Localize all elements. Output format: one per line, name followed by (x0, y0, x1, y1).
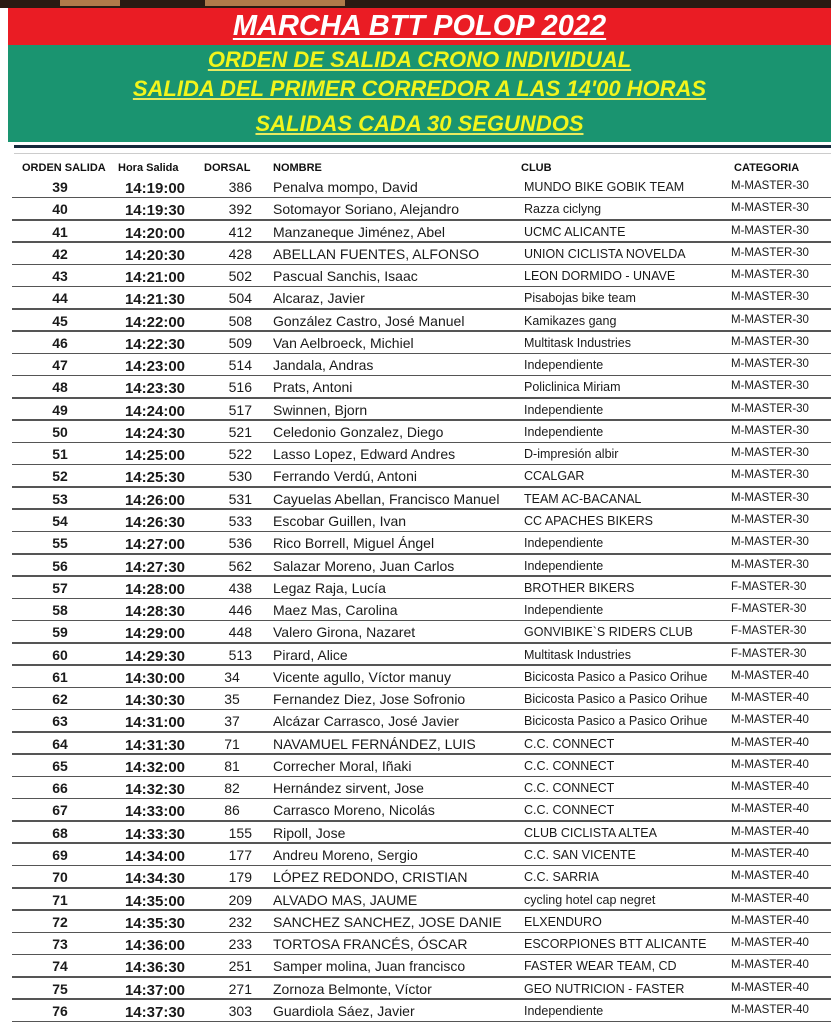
cell-categoria: M-MASTER-30 (731, 335, 809, 348)
cell-club: GEO NUTRICION - FASTER (524, 981, 685, 996)
cell-hora: 14:31:30 (124, 736, 186, 754)
cell-dorsal: 438 (228, 579, 252, 596)
subtitle-line (8, 76, 831, 102)
start-order-table (0, 176, 831, 1022)
cell-hora: 14:29:30 (124, 647, 186, 665)
cell-nombre: Van Aelbroeck, Michiel (273, 334, 414, 351)
cell-orden: 51 (52, 446, 68, 463)
cell-hora: 14:19:00 (124, 180, 186, 197)
table-row (0, 866, 831, 888)
cell-categoria: M-MASTER-40 (731, 870, 809, 883)
cell-dorsal: 386 (228, 179, 252, 195)
cell-orden: 48 (52, 379, 68, 396)
cell-categoria: M-MASTER-30 (731, 491, 809, 504)
column-header-dorsal: DORSAL (204, 162, 251, 174)
cell-hora: 14:25:00 (124, 447, 186, 465)
cell-orden: 42 (52, 245, 68, 262)
cell-dorsal: 530 (228, 468, 252, 485)
cell-categoria: M-MASTER-30 (731, 313, 809, 326)
cell-club: CLUB CICLISTA ALTEA (524, 825, 657, 840)
cell-club: Razza ciclyng (524, 202, 602, 217)
table-row (0, 666, 831, 688)
cell-club: ESCORPIONES BTT ALICANTE (524, 937, 707, 952)
cell-club: CCALGAR (524, 469, 585, 484)
top-photo-strip (0, 0, 831, 8)
cell-orden: 75 (52, 980, 68, 997)
cell-club: Independiente (524, 358, 604, 373)
table-row (0, 198, 831, 220)
cell-orden: 50 (52, 423, 68, 440)
cell-club: Independiente (524, 402, 604, 417)
cell-dorsal: 251 (228, 958, 252, 975)
table-row (0, 488, 831, 510)
cell-hora: 14:24:30 (124, 424, 186, 442)
cell-club: ELXENDURO (524, 914, 602, 929)
cell-categoria: M-MASTER-30 (731, 424, 809, 437)
cell-dorsal: 82 (224, 780, 240, 797)
cell-club: cycling hotel cap negret (524, 892, 656, 907)
cell-nombre: NAVAMUEL FERNÁNDEZ, LUIS (273, 735, 476, 752)
cell-nombre: Pirard, Alice (273, 646, 348, 663)
cell-dorsal: 392 (228, 201, 252, 218)
cell-hora: 14:36:00 (124, 937, 186, 955)
table-row (0, 399, 831, 421)
cell-categoria: M-MASTER-40 (731, 914, 809, 927)
cell-hora: 14:34:30 (124, 870, 186, 888)
cell-nombre: Vicente agullo, Víctor manuy (273, 668, 451, 685)
table-row (0, 822, 831, 844)
cell-hora: 14:32:30 (124, 781, 186, 799)
cell-hora: 14:36:30 (124, 959, 186, 977)
cell-hora: 14:35:30 (124, 914, 186, 932)
cell-dorsal: 502 (228, 268, 252, 285)
cell-categoria: M-MASTER-30 (731, 402, 809, 415)
cell-orden: 47 (52, 357, 68, 374)
cell-dorsal: 177 (228, 846, 252, 863)
cell-nombre: Ferrando Verdú, Antoni (273, 468, 417, 485)
cell-club: Independiente (524, 1003, 604, 1018)
cell-nombre: Manzaneque Jiménez, Abel (273, 223, 445, 240)
cell-categoria: M-MASTER-40 (731, 669, 809, 682)
cell-orden: 43 (52, 268, 68, 285)
cell-club: C.C. CONNECT (524, 758, 615, 773)
cell-hora: 14:23:30 (124, 380, 186, 398)
cell-club: C.C. SAN VICENTE (524, 847, 636, 862)
cell-orden: 54 (52, 512, 68, 529)
cell-categoria: M-MASTER-30 (731, 380, 809, 393)
table-row (0, 1000, 831, 1022)
table-row (0, 978, 831, 1000)
cell-dorsal: 446 (228, 602, 252, 619)
table-row (0, 310, 831, 332)
cell-nombre: Celedonio Gonzalez, Diego (273, 423, 444, 440)
cell-hora: 14:19:30 (124, 202, 186, 220)
cell-club: Policlinica Miriam (524, 380, 621, 395)
cell-categoria: M-MASTER-40 (731, 892, 809, 905)
cell-club: Bicicosta Pasico a Pasico Orihue (524, 692, 708, 707)
cell-nombre: Legaz Raja, Lucía (273, 579, 386, 596)
cell-orden: 45 (52, 312, 68, 329)
cell-orden: 56 (52, 557, 68, 574)
cell-categoria: M-MASTER-40 (731, 825, 809, 838)
title-band (8, 8, 831, 45)
divider (14, 145, 831, 148)
cell-hora: 14:20:30 (124, 246, 186, 264)
cell-dorsal: 37 (224, 713, 240, 730)
cell-nombre: Swinnen, Bjorn (273, 401, 368, 418)
cell-hora: 14:27:30 (124, 558, 186, 576)
cell-club: C.C. CONNECT (524, 781, 615, 796)
cell-categoria: M-MASTER-30 (731, 291, 809, 304)
subtitle-text: SALIDAS CADA 30 SEGUNDOS (255, 111, 584, 136)
cell-dorsal: 508 (228, 312, 252, 329)
cell-hora: 14:23:00 (124, 358, 186, 376)
cell-categoria: M-MASTER-40 (731, 803, 809, 816)
table-row (0, 465, 831, 487)
cell-club: Independiente (524, 536, 604, 551)
cell-orden: 52 (52, 468, 68, 485)
cell-dorsal: 517 (228, 401, 252, 418)
cell-nombre: LÓPEZ REDONDO, CRISTIAN (273, 869, 468, 886)
cell-dorsal: 71 (224, 735, 240, 752)
cell-categoria: M-MASTER-40 (731, 758, 809, 771)
cell-orden: 74 (52, 958, 68, 975)
table-row (0, 933, 831, 955)
cell-club: Bicicosta Pasico a Pasico Orihue (524, 669, 708, 684)
cell-categoria: M-MASTER-40 (731, 981, 809, 994)
cell-dorsal: 232 (228, 913, 252, 930)
cell-orden: 63 (52, 713, 68, 730)
cell-hora: 14:26:30 (124, 513, 186, 531)
cell-hora: 14:33:30 (124, 825, 186, 843)
cell-dorsal: 522 (228, 446, 252, 463)
cell-nombre: Valero Girona, Nazaret (273, 624, 416, 641)
table-row (0, 421, 831, 443)
divider (14, 153, 831, 154)
cell-nombre: Maez Mas, Carolina (273, 602, 398, 619)
cell-categoria: M-MASTER-40 (731, 847, 809, 860)
cell-categoria: M-MASTER-40 (731, 1003, 809, 1016)
cell-categoria: M-MASTER-40 (731, 959, 809, 972)
cell-dorsal: 86 (224, 802, 240, 819)
cell-dorsal: 533 (228, 512, 252, 529)
cell-categoria: M-MASTER-40 (731, 937, 809, 950)
cell-nombre: Penalva mompo, David (273, 179, 418, 195)
cell-hora: 14:35:00 (124, 892, 186, 910)
cell-club: UNION CICLISTA NOVELDA (524, 246, 686, 261)
cell-nombre: Pascual Sanchis, Isaac (273, 268, 418, 285)
cell-nombre: Correcher Moral, Iñaki (273, 757, 412, 774)
cell-nombre: Fernandez Diez, Jose Sofronio (273, 691, 466, 708)
table-row (0, 354, 831, 376)
cell-nombre: Cayuelas Abellan, Francisco Manuel (273, 490, 500, 507)
table-row (0, 532, 831, 554)
column-header-orden: ORDEN SALIDA (22, 162, 106, 174)
cell-categoria: F-MASTER-30 (731, 647, 807, 660)
cell-categoria: M-MASTER-30 (731, 513, 809, 526)
cell-club: Independiente (524, 558, 604, 573)
cell-club: C.C. CONNECT (524, 803, 615, 818)
cell-nombre: ALVADO MAS, JAUME (273, 891, 418, 908)
table-row (0, 644, 831, 666)
cell-nombre: Salazar Moreno, Juan Carlos (273, 557, 455, 574)
page-title-text: MARCHA BTT POLOP 2022 (232, 10, 607, 42)
table-row (0, 376, 831, 398)
cell-club: Multitask Industries (524, 647, 631, 662)
cell-nombre: Rico Borrell, Miguel Ángel (273, 535, 435, 552)
cell-categoria: F-MASTER-30 (731, 625, 807, 638)
cell-hora: 14:28:00 (124, 580, 186, 598)
cell-dorsal: 209 (228, 891, 252, 908)
cell-club: C.C. CONNECT (524, 736, 615, 751)
cell-orden: 73 (52, 936, 68, 953)
subtitle-line (8, 111, 831, 137)
cell-club: BROTHER BIKERS (524, 580, 635, 595)
cell-orden: 72 (52, 913, 68, 930)
table-row (0, 555, 831, 577)
cell-hora: 14:22:30 (124, 335, 186, 353)
cell-dorsal: 428 (228, 245, 252, 262)
cell-nombre: Lasso Lopez, Edward Andres (273, 446, 456, 463)
photo-fragment (205, 0, 345, 6)
cell-orden: 70 (52, 869, 68, 886)
table-row (0, 688, 831, 710)
cell-dorsal: 509 (228, 334, 252, 351)
table-row (0, 265, 831, 287)
cell-categoria: M-MASTER-40 (731, 781, 809, 794)
cell-hora: 14:26:00 (124, 491, 186, 509)
table-row (0, 955, 831, 977)
cell-orden: 46 (52, 334, 68, 351)
cell-club: C.C. SARRIA (524, 870, 600, 885)
cell-categoria: M-MASTER-30 (731, 558, 809, 571)
cell-nombre: Samper molina, Juan francisco (273, 958, 466, 975)
cell-club: Kamikazes gang (524, 313, 617, 328)
cell-categoria: F-MASTER-30 (731, 580, 807, 593)
table-row (0, 221, 831, 243)
cell-dorsal: 504 (228, 290, 252, 307)
cell-orden: 41 (52, 223, 68, 240)
cell-categoria: M-MASTER-40 (731, 736, 809, 749)
cell-nombre: Zornoza Belmonte, Víctor (273, 980, 432, 997)
cell-hora: 14:25:30 (124, 469, 186, 487)
table-row (0, 733, 831, 755)
cell-categoria: M-MASTER-30 (731, 469, 809, 482)
table-row (0, 889, 831, 911)
cell-categoria: M-MASTER-30 (731, 269, 809, 282)
subtitle-line (8, 47, 831, 73)
cell-hora: 14:22:00 (124, 313, 186, 331)
cell-nombre: Guardiola Sáez, Javier (273, 1002, 415, 1019)
cell-orden: 44 (52, 290, 68, 307)
cell-dorsal: 531 (228, 490, 252, 507)
table-row (0, 176, 831, 198)
cell-orden: 65 (52, 757, 68, 774)
cell-categoria: M-MASTER-40 (731, 714, 809, 727)
table-row (0, 621, 831, 643)
column-header-nombre: NOMBRE (273, 162, 322, 174)
cell-hora: 14:34:00 (124, 847, 186, 865)
cell-nombre: TORTOSA FRANCÉS, ÓSCAR (273, 936, 468, 953)
cell-nombre: SANCHEZ SANCHEZ, JOSE DANIE (273, 913, 502, 930)
cell-club: CC APACHES BIKERS (524, 513, 653, 528)
cell-club: Multitask Industries (524, 335, 631, 350)
cell-club: TEAM AC-BACANAL (524, 491, 642, 506)
cell-club: GONVIBIKE`S RIDERS CLUB (524, 625, 693, 640)
cell-club: UCMC ALICANTE (524, 224, 626, 239)
cell-dorsal: 412 (228, 223, 252, 240)
cell-orden: 40 (52, 201, 68, 218)
column-header-hora: Hora Salida (118, 162, 179, 174)
cell-categoria: M-MASTER-30 (731, 180, 809, 192)
cell-nombre: Alcaraz, Javier (273, 290, 365, 307)
cell-dorsal: 34 (224, 668, 240, 685)
cell-orden: 68 (52, 824, 68, 841)
cell-hora: 14:24:00 (124, 402, 186, 420)
cell-nombre: Carrasco Moreno, Nicolás (273, 802, 435, 819)
cell-orden: 64 (52, 735, 68, 752)
table-row (0, 777, 831, 799)
cell-dorsal: 514 (228, 357, 252, 374)
cell-categoria: M-MASTER-30 (731, 246, 809, 259)
cell-nombre: Escobar Guillen, Ivan (273, 512, 407, 529)
table-row (0, 844, 831, 866)
cell-dorsal: 562 (228, 557, 252, 574)
cell-nombre: Prats, Antoni (273, 379, 353, 396)
cell-hora: 14:32:00 (124, 758, 186, 776)
cell-orden: 39 (52, 179, 68, 195)
cell-nombre: Jandala, Andras (273, 357, 374, 374)
cell-nombre: Hernández sirvent, Jose (273, 780, 424, 797)
table-row (0, 755, 831, 777)
cell-dorsal: 303 (228, 1002, 252, 1019)
table-row (0, 243, 831, 265)
cell-hora: 14:28:30 (124, 603, 186, 621)
cell-categoria: M-MASTER-30 (731, 536, 809, 549)
cell-nombre: ABELLAN FUENTES, ALFONSO (273, 245, 480, 262)
cell-orden: 66 (52, 780, 68, 797)
cell-hora: 14:21:30 (124, 291, 186, 309)
cell-dorsal: 81 (224, 757, 240, 774)
cell-hora: 14:30:00 (124, 669, 186, 687)
cell-dorsal: 271 (228, 980, 252, 997)
table-header (0, 160, 831, 176)
cell-hora: 14:33:00 (124, 803, 186, 821)
cell-categoria: M-MASTER-30 (731, 358, 809, 371)
cell-club: FASTER WEAR TEAM, CD (524, 959, 677, 974)
photo-fragment (60, 0, 120, 6)
subtitle-text: SALIDA DEL PRIMER CORREDOR A LAS 14'00 HORAS (132, 76, 707, 101)
cell-dorsal: 35 (224, 691, 240, 708)
cell-club: Independiente (524, 424, 604, 439)
cell-club: MUNDO BIKE GOBIK TEAM (524, 180, 685, 194)
cell-dorsal: 521 (228, 423, 252, 440)
page-title (8, 9, 831, 43)
cell-categoria: M-MASTER-30 (731, 447, 809, 460)
cell-hora: 14:20:00 (124, 224, 186, 242)
cell-club: Independiente (524, 603, 604, 618)
cell-orden: 49 (52, 401, 68, 418)
cell-nombre: Ripoll, Jose (273, 824, 346, 841)
subtitle-band (8, 45, 831, 142)
cell-orden: 62 (52, 691, 68, 708)
cell-orden: 69 (52, 846, 68, 863)
cell-hora: 14:37:00 (124, 981, 186, 999)
cell-categoria: M-MASTER-30 (731, 202, 809, 215)
cell-hora: 14:29:00 (124, 625, 186, 643)
cell-dorsal: 448 (228, 624, 252, 641)
cell-club: D-impresión albir (524, 447, 619, 462)
cell-nombre: González Castro, José Manuel (273, 312, 465, 329)
cell-orden: 57 (52, 579, 68, 596)
cell-nombre: Alcázar Carrasco, José Javier (273, 713, 459, 730)
table-row (0, 911, 831, 933)
table-row (0, 577, 831, 599)
cell-orden: 55 (52, 535, 68, 552)
cell-nombre: Sotomayor Soriano, Alejandro (273, 201, 459, 218)
cell-orden: 67 (52, 802, 68, 819)
cell-orden: 53 (52, 490, 68, 507)
cell-categoria: M-MASTER-40 (731, 692, 809, 705)
column-header-categoria: CATEGORIA (734, 162, 800, 174)
cell-club: Bicicosta Pasico a Pasico Orihue (524, 714, 708, 729)
cell-club: LEON DORMIDO - UNAVE (524, 269, 676, 284)
cell-hora: 14:31:00 (124, 714, 186, 732)
cell-orden: 76 (52, 1002, 68, 1019)
table-row (0, 443, 831, 465)
table-row (0, 510, 831, 532)
cell-dorsal: 536 (228, 535, 252, 552)
cell-dorsal: 516 (228, 379, 252, 396)
cell-hora: 14:27:00 (124, 536, 186, 554)
cell-nombre: Andreu Moreno, Sergio (273, 846, 418, 863)
cell-orden: 71 (52, 891, 68, 908)
cell-orden: 59 (52, 624, 68, 641)
cell-dorsal: 513 (228, 646, 252, 663)
column-header-club: CLUB (521, 162, 552, 174)
subtitle-text: ORDEN DE SALIDA CRONO INDIVIDUAL (207, 47, 632, 72)
cell-dorsal: 155 (228, 824, 252, 841)
table-row (0, 287, 831, 309)
cell-dorsal: 233 (228, 936, 252, 953)
table-row (0, 799, 831, 821)
cell-orden: 61 (52, 668, 68, 685)
cell-orden: 60 (52, 646, 68, 663)
cell-hora: 14:37:30 (124, 1003, 186, 1021)
table-row (0, 710, 831, 732)
table-row (0, 332, 831, 354)
cell-hora: 14:30:30 (124, 692, 186, 710)
cell-categoria: M-MASTER-30 (731, 224, 809, 237)
cell-dorsal: 179 (228, 869, 252, 886)
cell-hora: 14:21:00 (124, 269, 186, 287)
table-row (0, 599, 831, 621)
cell-categoria: F-MASTER-30 (731, 603, 807, 616)
cell-club: Pisabojas bike team (524, 291, 636, 306)
cell-orden: 58 (52, 602, 68, 619)
